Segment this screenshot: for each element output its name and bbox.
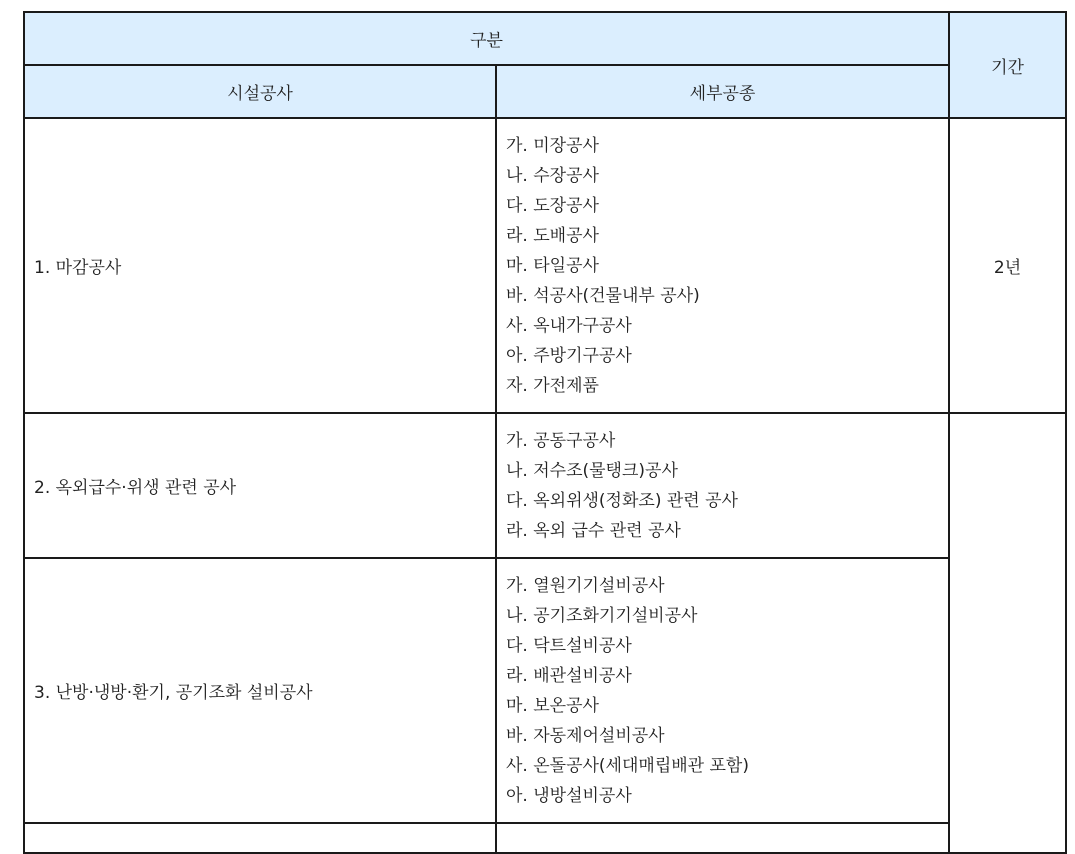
header-row-top — [24, 12, 1066, 65]
detail-item: 다. 도장공사 — [506, 196, 599, 216]
detail-item: 가. 미장공사 — [506, 136, 599, 156]
header-detail: 세부공종 — [496, 65, 949, 118]
category-cell: 3. 난방·냉방·환기, 공기조화 설비공사 — [24, 558, 496, 823]
detail-item: 바. 자동제어설비공사 — [506, 726, 665, 746]
category-cell: 1. 마감공사 — [24, 118, 496, 413]
detail-item: 사. 온돌공사(세대매립배관 포함) — [506, 756, 749, 776]
detail-item: 나. 수장공사 — [506, 166, 599, 186]
detail-item: 마. 보온공사 — [506, 696, 599, 716]
detail-cell — [496, 558, 949, 823]
table-row — [24, 118, 1066, 413]
detail-item: 다. 닥트설비공사 — [506, 636, 632, 656]
header-row-bottom — [24, 65, 1066, 118]
detail-item: 아. 주방기구공사 — [506, 346, 632, 366]
detail-item: 라. 배관설비공사 — [506, 666, 632, 686]
detail-cell — [496, 118, 949, 413]
header-period: 기간 — [949, 12, 1066, 118]
category-cell: 2. 옥외급수·위생 관련 공사 — [24, 413, 496, 558]
detail-item: 다. 옥외위생(정화조) 관련 공사 — [506, 491, 738, 511]
detail-item: 나. 공기조화기기설비공사 — [506, 606, 698, 626]
period-cell: 2년 — [949, 118, 1066, 413]
detail-item: 자. 가전제품 — [506, 376, 599, 396]
detail-item: 바. 석공사(건물내부 공사) — [506, 286, 700, 306]
detail-item: 사. 옥내가구공사 — [506, 316, 632, 336]
header-group: 구분 — [24, 12, 949, 65]
detail-item: 가. 공동구공사 — [506, 431, 616, 451]
period-cell — [949, 413, 1066, 853]
detail-cell — [496, 413, 949, 558]
detail-item: 라. 옥외 급수 관련 공사 — [506, 521, 681, 541]
table-row — [24, 558, 1066, 823]
detail-item: 라. 도배공사 — [506, 226, 599, 246]
warranty-period-table — [23, 11, 1067, 854]
detail-item: 마. 타일공사 — [506, 256, 599, 276]
detail-item: 나. 저수조(물탱크)공사 — [506, 461, 678, 481]
detail-item: 가. 열원기기설비공사 — [506, 576, 665, 596]
table-row — [24, 413, 1066, 558]
detail-item: 아. 냉방설비공사 — [506, 786, 632, 806]
header-facility: 시설공사 — [24, 65, 496, 118]
